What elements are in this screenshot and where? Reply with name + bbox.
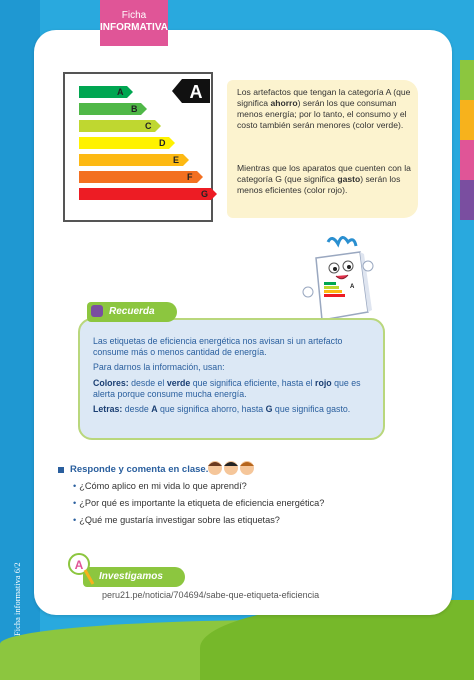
section-tab bbox=[100, 0, 168, 46]
responde-title: Responde y comenta en clase. bbox=[70, 464, 209, 475]
svg-text:A: A bbox=[74, 558, 84, 572]
energy-bar-letter: E bbox=[173, 155, 180, 165]
side-stripe bbox=[460, 180, 474, 220]
info-paragraph-1: Los artefactos que tengan la categoría A (que significa ahorro) serán los que consuman menos energía; por lo tanto, el consumo y el costo también serán menores (color verde). bbox=[237, 87, 411, 130]
energy-bar-c bbox=[79, 120, 161, 132]
reference-url[interactable]: peru21.pe/noticia/704694/sabe-que-etiqueta-eficiencia bbox=[102, 590, 320, 600]
energy-bar-a bbox=[79, 86, 133, 98]
tab-line2: INFORMATIVA bbox=[100, 22, 168, 33]
recuerda-icon bbox=[91, 305, 103, 317]
tab-line1: Ficha bbox=[121, 10, 147, 21]
recuerda-paragraph-letras: Letras: desde A que significa ahorro, hasta G que significa gasto. bbox=[93, 404, 351, 414]
side-stripe bbox=[460, 100, 474, 140]
question-2: • ¿Por qué es importante la etiqueta de eficiencia energética? bbox=[73, 498, 325, 508]
recuerda-paragraph-colores: Colores: desde el verde que significa eficiente, hasta el rojo que es alerta porque consume mucha energía. bbox=[93, 378, 361, 399]
side-stripe bbox=[460, 140, 474, 180]
question-1: • ¿Cómo aplico en mi vida lo que aprendí? bbox=[73, 481, 247, 491]
recuerda-paragraph-1: Las etiquetas de eficiencia energética nos avisan si un artefacto consume más o menos cantidad de energía. bbox=[93, 336, 343, 357]
abc-icon bbox=[65, 550, 95, 588]
bullet-icon bbox=[58, 467, 64, 473]
energy-bar-b bbox=[79, 103, 147, 115]
kids-icon bbox=[206, 458, 256, 476]
energy-bar-g bbox=[79, 188, 217, 200]
energy-bar-d bbox=[79, 137, 175, 149]
big-letter-arrow bbox=[172, 79, 210, 103]
svg-text:A: A bbox=[350, 284, 355, 290]
recuerda-label: Recuerda bbox=[109, 306, 155, 317]
energy-bar-letter: F bbox=[187, 172, 193, 182]
energy-bar-e bbox=[79, 154, 189, 166]
energy-bar-f bbox=[79, 171, 203, 183]
side-label: Ficha informativa 6/2 bbox=[12, 562, 22, 636]
question-3: • ¿Qué me gustaría investigar sobre las etiquetas? bbox=[73, 515, 280, 525]
recuerda-tag bbox=[87, 302, 177, 322]
mascot-illustration bbox=[298, 232, 388, 330]
side-stripe bbox=[460, 60, 474, 100]
info-paragraph-2: Mientras que los aparatos que cuenten con la categoría G (que significa gasto) serán los menos eficientes (color rojo). bbox=[237, 163, 411, 195]
investigamos-tag bbox=[83, 567, 185, 587]
energy-bar-letter: D bbox=[159, 138, 166, 148]
investigamos-label: Investigamos bbox=[99, 571, 163, 582]
energy-bar-letter: B bbox=[131, 104, 138, 114]
recuerda-paragraph-2: Para darnos la información, usan: bbox=[93, 362, 225, 372]
big-letter: A bbox=[189, 82, 203, 102]
energy-bar-letter: C bbox=[145, 121, 152, 131]
energy-bar-letter: A bbox=[117, 87, 124, 97]
energy-bar-letter: G bbox=[201, 189, 209, 199]
